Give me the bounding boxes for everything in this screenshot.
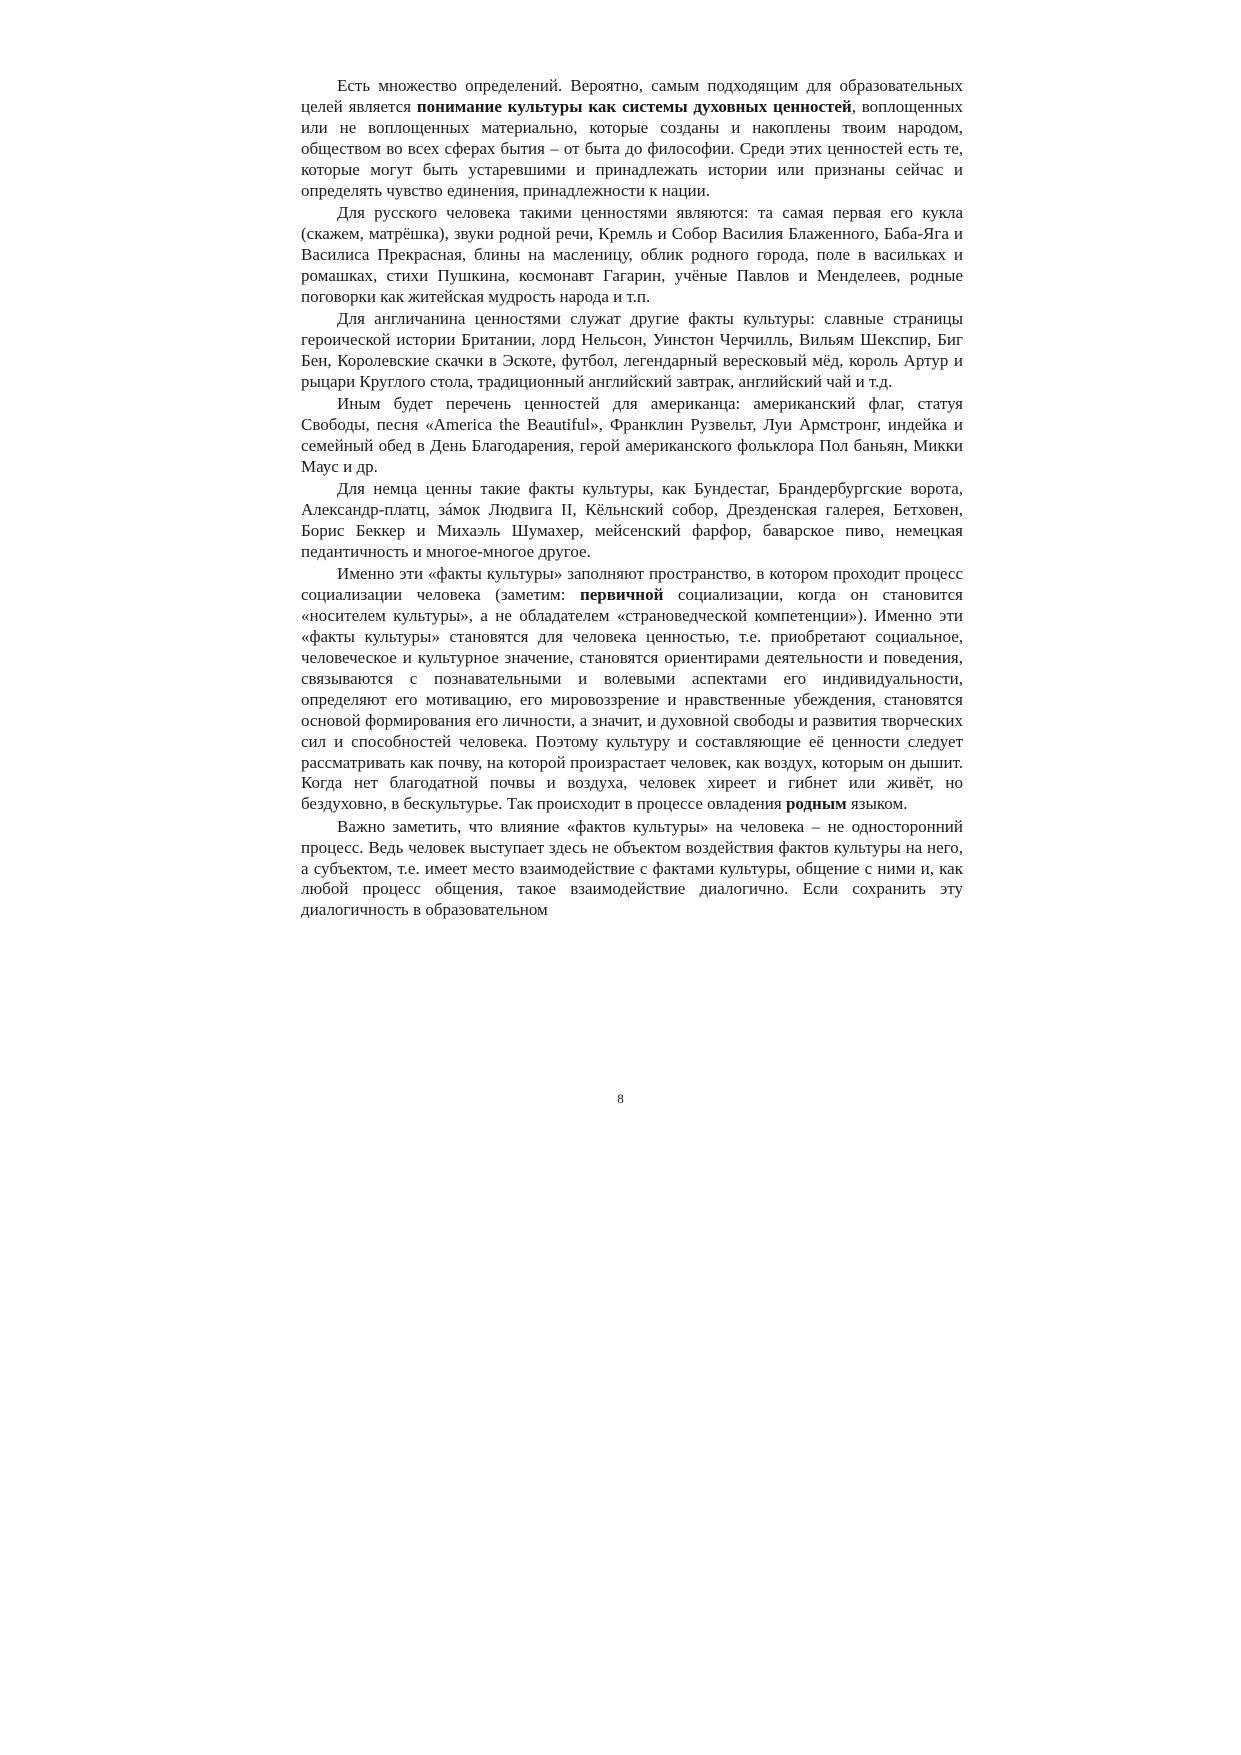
text-run: Для русского человека такими ценностями являются: та самая первая его кукла (скажем, матрёшка), звуки родной речи, Кремль и Собор Василия Блаженного, Баба-Яга и Василиса Прекрасная, блины на масленицу, облик родного города, поле в васильках и ромашках, стихи Пушкина, космонавт Гагарин, учёные Павлов и Менделеев, родные поговорки как житейская мудрость народа и т.п.: [301, 202, 963, 306]
paragraph-german-values: [301, 479, 963, 563]
text-run: Есть множество определений. Вероятно, самым подходящим для образовательных целей является: [301, 76, 963, 116]
body-text: [301, 76, 963, 921]
paragraph-american-values: [301, 394, 963, 478]
bold-term-culture-values: понимание культуры как системы духовных ценностей: [416, 96, 852, 116]
text-run: Для англичанина ценностями служат другие факты культуры: славные страницы героической истории Британии, лорд Нельсон, Уинстон Черчилль, Вильям Шекспир, Биг Бен, Королевские скачки в Эскоте, футбол, легендарный вересковый мёд, король Артур и рыцари Круглого стола, традиционный английский завтрак, английский чай и т.д.: [301, 308, 963, 391]
paragraph-socialization: [301, 564, 963, 815]
paragraph-english-values: [301, 309, 963, 393]
bold-term-native: родным: [785, 794, 847, 814]
text-run: языком.: [846, 794, 908, 814]
bold-term-primary: первичной: [579, 585, 664, 605]
text-run: Важно заметить, что влияние «фактов культуры» на человека – не односторонний процесс. Ведь человек выступает здесь не объектом воздействия фактов культуры на него, а субъектом, т.е. имеет место взаимодействие с фактами культуры, общение с ними и, как любой процесс общения, такое взаимодействие диалогично. Если сохранить эту диалогичность в образовательном: [301, 816, 963, 920]
paragraph-russian-values: [301, 203, 963, 308]
paragraph-culture-definition: [301, 76, 963, 201]
text-run: , воплощенных или не воплощенных материально, которые созданы и накоплены твоим народом, обществом во всех сферах бытия – от быта до философии. Среди этих ценностей есть те, которые могут быть устаревшими и принадлежать истории или признаны сейчас и определять чувство единения, принадлежности к нации.: [301, 96, 963, 200]
text-run: Именно эти «факты культуры» заполняют пространство, в котором проходит процесс социализации человека (заметим:: [301, 564, 963, 605]
text-run: Иным будет перечень ценностей для американца: американский флаг, статуя Свободы, песня «America the Beautiful», Франклин Рузвельт, Луи Армстронг, индейка и семейный обед в День Благодарения, герой американского фольклора Пол баньян, Микки Маус и др.: [301, 394, 963, 476]
text-run: социализации, когда он становится «носителем культуры», а не обладателем «страноведческой компетенции»). Именно эти «факты культуры» становятся для человека ценностью, т.е. приобретают социальное, человеческое и культурное значение, становятся ориентирами деятельности и поведения, связываются с познавательными и волевыми аспектами его индивидуальности, определяют его мотивацию, его мировоззрение и нравственные убеждения, становятся основой формирования его личности, а значит, и духовной свободы и развития творческих сил и способностей человека. Поэтому культуру и составляющие её ценности следует рассматривать как почву, на которой произрастает человек, как воздух, которым он дышит. Когда нет благодатной почвы и воздуха, человек хиреет и гибнет или живёт, но бездуховно, в бескультурье. Так происходит в процессе овладения: [301, 585, 964, 814]
paragraph-dialogue: [301, 817, 963, 922]
page-number: 8: [617, 1091, 624, 1106]
text-run: Для немца ценны такие факты культуры, как Бундестаг, Брандербургские ворота, Александр-платц, зáмок Людвига II, Кёльнский собор, Дрезденская галерея, Бетховен, Борис Беккер и Михаэль Шумахер, мейсенский фарфор, баварское пиво, немецкая педантичность и многое-многое другое.: [301, 479, 963, 561]
